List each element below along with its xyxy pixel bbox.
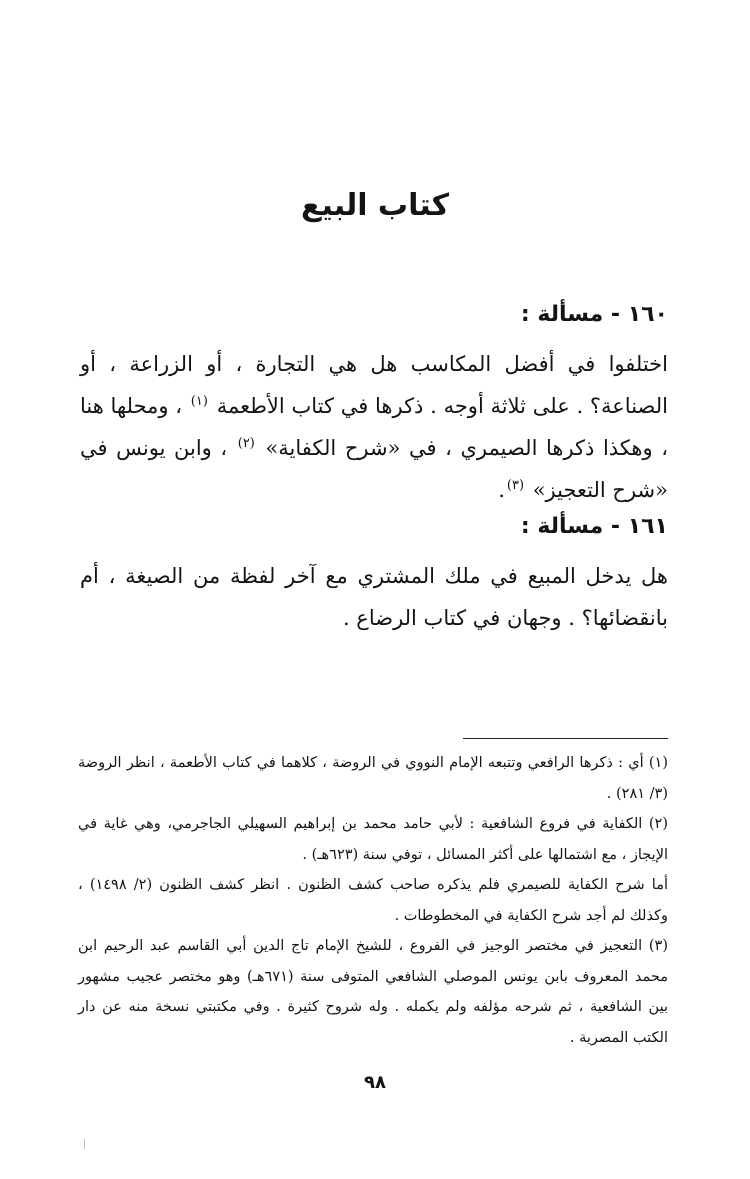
footnotes bbox=[78, 748, 668, 1053]
footnote-3: (٣) التعجيز في مختصر الوجيز في الفروع ، للشيخ الإمام تاج الدين أبي القاسم عبد الرحيم ابن محمد المعروف بابن يونس الموصلي الشافعي المتوفى سنة (٦٧١هـ) وهو مختصر عجيب مشهور بين الشافعية ، ثم شرحه مؤلفه ولم يكمله . وله شروح كثيرة . وفي مكتبتي نسخة منه عن دار الكتب المصرية . bbox=[78, 938, 668, 1046]
footnote-2-continued: أما شرح الكفاية للصيمري فلم يذكره صاحب كشف الظنون . انظر كشف الظنون (٢/ ١٤٩٨) ، وكذلك لم أجد شرح الكفاية في المخطوطات . bbox=[78, 877, 669, 924]
issue-body-160 bbox=[80, 343, 668, 511]
issue-heading-161: ١٦١ - مسألة : bbox=[520, 514, 668, 539]
footnote-1: (١) أي : ذكرها الرافعي وتتبعه الإمام النووي في الروضة ، كلاهما في كتاب الأطعمة ، انظر الروضة (٣/ ٢٨١) . bbox=[78, 755, 668, 802]
issue-heading-160: ١٦٠ - مسألة : bbox=[520, 302, 668, 327]
footnote-2: (٢) الكفاية في فروع الشافعية : لأبي حامد محمد بن إبراهيم السهيلي الجاجرمي، وهي غاية في الإيجاز ، مع اشتمالها على أكثر المسائل ، توفي سنة (٦٢٣هـ) . bbox=[78, 816, 668, 863]
page-number: ٩٨ bbox=[364, 1072, 386, 1093]
footnote-reference: (٢) bbox=[237, 436, 255, 451]
footnote-reference: (١) bbox=[190, 394, 208, 409]
issue-body-161 bbox=[80, 555, 668, 639]
issue-text: ، ومحلها هنا ، وهكذا ذكرها الصيمري ، في «شرح الكفاية» bbox=[80, 394, 668, 460]
footnote-reference: (٣) bbox=[506, 478, 525, 493]
issue-text: . bbox=[498, 478, 505, 502]
scan-speck bbox=[84, 1139, 85, 1149]
footnote-separator bbox=[463, 738, 668, 739]
issue-text: هل يدخل المبيع في ملك المشتري مع آخر لفظة من الصيغة ، أم بانقضائها؟ . وجهان في كتاب الرضاع . bbox=[80, 564, 668, 630]
chapter-title: كتاب البيع bbox=[300, 188, 450, 223]
issue-text: اختلفوا في أفضل المكاسب هل هي التجارة ، أو الزراعة ، أو الصناعة؟ . على ثلاثة أوجه . ذكرها في كتاب الأطعمة bbox=[80, 352, 668, 418]
issue-text: ، وابن يونس في «شرح التعجيز» bbox=[80, 436, 668, 502]
